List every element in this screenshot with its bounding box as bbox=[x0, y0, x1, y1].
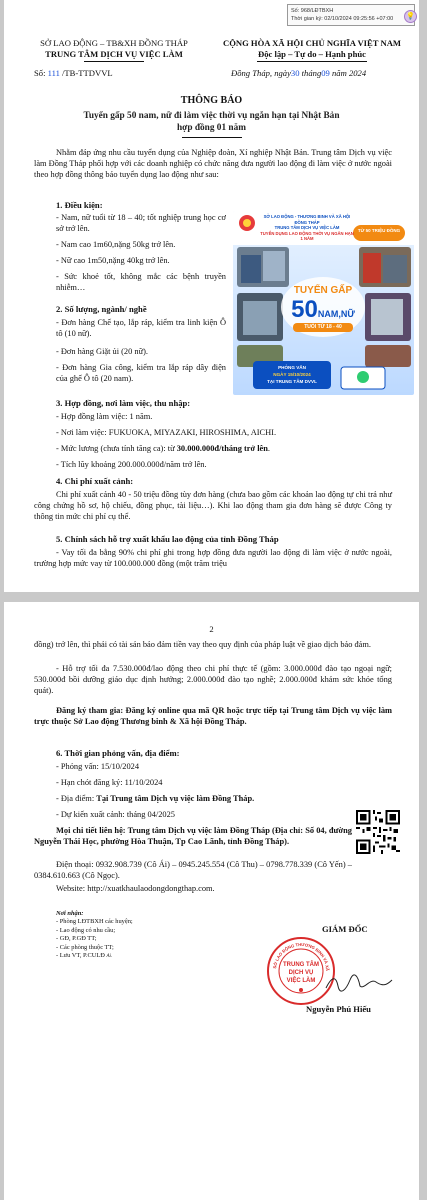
interview-date: - Phỏng vấn: 15/10/2024 bbox=[56, 762, 140, 771]
registration-info: Đăng ký tham gia: Đăng ký online qua mã QR hoặc trực tiếp tại Trung tâm Dịch vụ việc làm trực thuộc Sở Lao động Thương binh & Xã hội Đồng Tháp. bbox=[34, 706, 392, 726]
page-number: 2 bbox=[209, 624, 214, 634]
recipient-5: - Lưu VT, P.CULĐ bbox=[56, 952, 105, 960]
seal-line-1: TRUNG TÂM bbox=[283, 962, 319, 968]
salary-end: . bbox=[267, 444, 271, 453]
stamp-time: Thời gian ký: 02/10/2024 09:25:56 +07:00 bbox=[291, 16, 394, 22]
recipient-2: - Lao động có nhu cầu; bbox=[56, 926, 116, 934]
cond-male-height: - Nam cao 1m60,nặng 50kg trở lên. bbox=[56, 240, 176, 249]
order-laundry: - Đơn hàng Giặt ủi (20 nữ). bbox=[56, 347, 149, 356]
poster-header-1: SỞ LAO ĐỘNG - THƯƠNG BINH VÀ XÃ HỘI ĐỒNG THÁP bbox=[263, 214, 351, 225]
recipient-1: - Phòng LĐTBXH các huyện; bbox=[56, 918, 133, 926]
subtitle-line-1: Tuyển gấp 50 nam, nữ đi làm việc thời vụ ngắn hạn tại Nhật Bản bbox=[83, 111, 340, 121]
doc-number-value: 111 bbox=[47, 68, 60, 78]
nation-line-2: Độc lập – Tự do – Hạnh phúc bbox=[258, 49, 366, 59]
stamp-number: Số: 968/LĐTBXH bbox=[291, 8, 334, 14]
poster-footer-1: PHỎNG VẤN bbox=[278, 365, 306, 370]
website-link[interactable]: Website: http://xuatkhaulaodongdongthap.com. bbox=[56, 884, 215, 893]
recipient-5-initials: Ai. bbox=[106, 954, 113, 960]
document-date bbox=[231, 68, 366, 78]
contact-info: Mọi chi tiết liên hệ: Trung tâm Dịch vụ việc làm Đồng Tháp (Địa chỉ: Số 04, đường Nguyễn Thái Học, phường Hòa Thuận, Tp Cao Lãnh, tỉnh Đồng Tháp). bbox=[34, 826, 352, 846]
section-1-title: 1. Điều kiện: bbox=[56, 200, 103, 210]
page-2 bbox=[4, 602, 419, 1200]
poster-header-2: TRUNG TÂM DỊCH VỤ VIỆC LÀM bbox=[274, 225, 340, 231]
recipients bbox=[56, 910, 206, 961]
recipients-title: Nơi nhận: bbox=[56, 910, 84, 917]
salary-label: - Mức lương (chưa tính tăng ca): từ bbox=[56, 444, 177, 453]
loan-continued: đồng) trở lên, thì phải có tài sản bảo đảm tiền vay theo quy định của pháp luật về giao dịch bảo đảm. bbox=[34, 640, 372, 649]
poster-footer bbox=[253, 364, 331, 385]
notice-subtitle bbox=[64, 110, 359, 138]
training-support: - Hỗ trợ tối đa 7.530.000đ/lao động theo chi phí thực tế (gồm: 3.000.000đ đào tạo ngoại ngữ; 530.000đ bồi dưỡng giáo dục định hướng; 2.000.000đ đào tạo nghề; 2.000.000đ khám sức khỏe tổng quát). bbox=[34, 664, 392, 695]
doc-number-label: Số: bbox=[34, 68, 46, 78]
loan-policy: - Vay tối đa bằng 90% chi phí ghi trong hợp đồng đưa người lao động đi làm việc ở nước ngoài, trường hợp mức vay từ 100.000.000 đồng (một trăm triệu bbox=[34, 548, 392, 568]
date-month: 09 bbox=[321, 68, 330, 78]
poster-headline-1: TUYỂN GẤP bbox=[293, 285, 353, 296]
doc-number-suffix: /TB-TTDVVL bbox=[62, 68, 113, 78]
recipient-4: - Các phòng thuộc TT; bbox=[56, 943, 114, 951]
org-line-2: TRUNG TÂM DỊCH VỤ VIỆC LÀM bbox=[45, 49, 183, 59]
page-1 bbox=[4, 0, 419, 592]
registration-deadline: - Hạn chót đăng ký: 11/10/2024 bbox=[56, 778, 163, 787]
lightbulb-icon[interactable]: 💡 bbox=[404, 10, 417, 23]
seal-line-2: DỊCH VỤ bbox=[288, 970, 314, 976]
poster-header bbox=[259, 214, 355, 242]
notice-title: THÔNG BÁO bbox=[180, 95, 243, 106]
date-month-label: tháng bbox=[301, 68, 322, 78]
poster-header-3: TUYỂN DỤNG LAO ĐỘNG THỜI VỤ NGẮN HẠN 1 NĂM bbox=[260, 230, 354, 242]
location-label: - Địa điểm: bbox=[56, 794, 97, 803]
poster-headline-gender: NAM,NỮ bbox=[317, 309, 355, 319]
expected-departure: - Dự kiến xuất cảnh: tháng 04/2025 bbox=[56, 810, 175, 819]
interview-location bbox=[56, 794, 356, 805]
director-title: GIÁM ĐỐC bbox=[322, 924, 368, 934]
date-year: năm 2024 bbox=[332, 68, 367, 78]
org-line-1: SỞ LAO ĐỘNG – TB&XH ĐỒNG THÁP bbox=[40, 38, 188, 48]
salary-value: 30.000.000đ/tháng trở lên bbox=[176, 444, 268, 453]
order-wiring: - Đơn hàng Gia công, kiểm tra lắp ráp dây điện của ghế Ô tô (20 nam). bbox=[56, 363, 226, 383]
registration-qr-code[interactable] bbox=[356, 810, 400, 854]
section-4-title: 4. Chi phí xuất cảnh: bbox=[56, 476, 134, 486]
phone-numbers: Điện thoại: 0932.908.739 (Cô Ái) – 0945.245.554 (Cô Thu) – 0798.778.339 (Cô Yến) – 0384.610.663 (Cô Ngọc). bbox=[34, 860, 352, 880]
savings: - Tích lũy khoảng 200.000.000đ/năm trở lên. bbox=[56, 460, 207, 469]
nation-line-1: CỘNG HÒA XÃ HỘI CHỦ NGHĨA VIỆT NAM bbox=[222, 38, 402, 48]
poster-headline-2 bbox=[281, 296, 365, 324]
subtitle-line-2: hợp đồng 01 năm bbox=[177, 123, 246, 133]
date-prefix: Đồng Tháp, ngày bbox=[231, 68, 291, 78]
section-3-title: 3. Hợp đồng, nơi làm việc, thu nhập: bbox=[56, 398, 191, 408]
seal-line-3: VIỆC LÀM bbox=[286, 978, 316, 984]
digital-signature-stamp bbox=[287, 4, 415, 26]
poster-footer-3: TẠI TRUNG TÂM DVVL bbox=[267, 379, 317, 384]
poster-age: TUỔI TỪ 18 - 40 bbox=[293, 323, 353, 332]
section-6-title: 6. Thời gian phỏng vấn, địa điểm: bbox=[56, 748, 180, 758]
cond-age: - Nam, nữ tuổi từ 18 – 40; tốt nghiệp trung học cơ sở trở lên. bbox=[56, 213, 226, 233]
poster-footer-2: NGÀY 15/10/2024 bbox=[273, 372, 311, 377]
signer-name: Nguyễn Phú Hiếu bbox=[306, 1004, 371, 1014]
cond-female-height: - Nữ cao 1m50,nặng 40kg trở lên. bbox=[56, 256, 170, 265]
section-2-title: 2. Số lượng, ngành/ nghề bbox=[56, 304, 147, 314]
section-5-title: 5. Chính sách hỗ trợ xuất khẩu lao động của tỉnh Đồng Tháp bbox=[56, 534, 279, 544]
order-auto-parts: - Đơn hàng Chế tạo, lắp ráp, kiểm tra linh kiện Ô tô (10 nữ). bbox=[56, 318, 226, 338]
departure-cost: Chi phí xuất cảnh 40 - 50 triệu đồng tùy đơn hàng (chưa bao gồm các khoản lao động tự chi trả như công chứng hồ sơ, hộ chiếu, đồng phục, tài liệu…). Khi lao động tham gia đơn hàng sẽ được Công ty thông tin mức chi phí cụ thể. bbox=[34, 490, 392, 521]
location-value: Tại Trung tâm Dịch vụ việc làm Đồng Tháp. bbox=[96, 794, 255, 803]
nation-header bbox=[212, 38, 412, 62]
org-underline bbox=[84, 61, 144, 62]
intro-paragraph: Nhằm đáp ứng nhu cầu tuyển dụng của Nghiệp đoàn, Xí nghiệp Nhật Bản. Trung tâm Dịch vụ việc làm Đồng Tháp phối hợp với các doanh nghiệp có chức năng đưa người lao động đi làm việc ở nước ngoài theo hợp đồng thông báo tuyển dụng lao động như sau: bbox=[34, 148, 392, 179]
document-number bbox=[34, 68, 113, 78]
director-signature bbox=[324, 974, 394, 992]
org-header bbox=[24, 38, 204, 62]
subtitle-underline bbox=[182, 137, 242, 138]
date-day: 30 bbox=[290, 68, 300, 78]
recipient-3: - GĐ, P.GĐ TT; bbox=[56, 935, 97, 943]
seal-org: SỞ LAO ĐỘNG THƯƠNG BINH VÀ XÃ bbox=[272, 941, 331, 972]
cond-health: - Sức khoẻ tốt, không mắc các bệnh truyền nhiễm… bbox=[56, 272, 226, 292]
work-locations: - Nơi làm việc: FUKUOKA, MIYAZAKI, HIROSHIMA, AICHI. bbox=[56, 428, 277, 437]
poster-badge: TỪ 50 TRIỆU ĐỒNG bbox=[357, 228, 401, 233]
nation-underline bbox=[257, 61, 367, 62]
salary bbox=[56, 444, 406, 455]
official-seal bbox=[266, 936, 336, 1006]
poster-headline-number: 50 bbox=[291, 296, 318, 323]
contract-term: - Hợp đồng làm việc: 1 năm. bbox=[56, 412, 153, 421]
recruitment-poster bbox=[233, 211, 414, 395]
